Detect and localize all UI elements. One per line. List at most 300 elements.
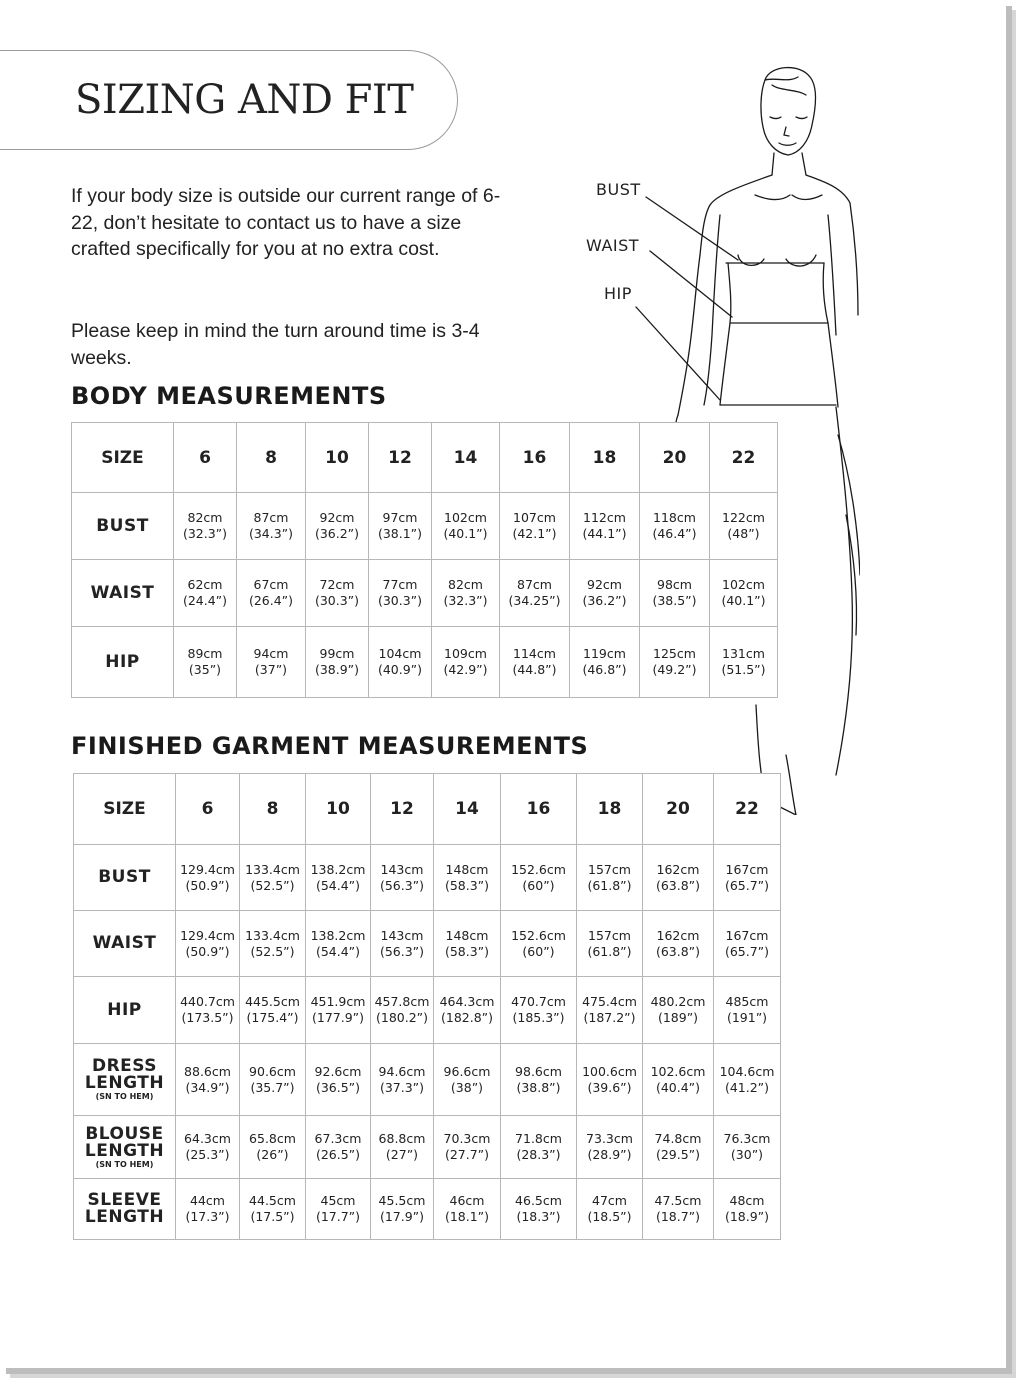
measurement-cell — [643, 911, 714, 977]
size-column-header: 12 — [371, 774, 434, 845]
measurement-cm: 76.3cm — [723, 1131, 771, 1146]
measurement-inches: (29.5”) — [655, 1147, 701, 1162]
measurement-inches: (18.9”) — [724, 1209, 770, 1224]
measurement-inches: (38.8”) — [516, 1079, 561, 1095]
measurement-inches: (34.3”) — [248, 526, 294, 541]
measurement-inches: (39.6”) — [587, 1079, 632, 1095]
measurement-cm: 92cm — [319, 510, 355, 525]
size-column-header: 10 — [306, 774, 371, 845]
measurement-inches: (30.3”) — [314, 593, 360, 608]
row-label-text: BUST — [96, 515, 149, 536]
measurement-inches: (54.4”) — [315, 877, 361, 893]
body-measurements-table — [71, 422, 778, 698]
measurement-cell — [434, 977, 501, 1044]
measurement-inches: (36.2”) — [582, 593, 627, 608]
measurement-cm: 102cm — [444, 510, 487, 525]
measurement-cm: 129.4cm — [180, 927, 235, 943]
size-header-row — [74, 774, 781, 845]
measurement-cell — [371, 1116, 434, 1179]
measurement-row — [72, 627, 778, 698]
measurement-cm: 143cm — [380, 861, 424, 877]
measurement-inches: (65.7”) — [724, 877, 770, 893]
figure-label-bust: BUST — [596, 180, 641, 199]
measurement-cell — [710, 627, 778, 698]
measurement-cm: 157cm — [588, 927, 631, 943]
measurement-cell — [176, 1179, 240, 1240]
measurement-row — [74, 845, 781, 911]
measurement-cell — [577, 1179, 643, 1240]
measurement-cm: 73.3cm — [586, 1131, 633, 1146]
measurement-cm: 87cm — [253, 510, 289, 525]
row-label — [74, 845, 176, 911]
measurement-cell — [710, 560, 778, 627]
figure-label-waist: WAIST — [586, 236, 640, 255]
size-column-header: 16 — [501, 774, 577, 845]
measurement-inches: (46.4”) — [652, 526, 697, 541]
measurement-cell — [176, 1044, 240, 1116]
measurement-cell — [176, 845, 240, 911]
measurement-inches: (30.3”) — [377, 593, 423, 608]
measurement-cell — [714, 977, 781, 1044]
measurement-cm: 68.8cm — [378, 1131, 426, 1146]
measurement-cell — [240, 911, 306, 977]
measurement-inches: (180.2”) — [375, 1010, 428, 1025]
measurement-cm: 77cm — [382, 577, 418, 592]
intro-paragraph-turnaround: Please keep in mind the turn around time is 3-4 weeks. — [71, 320, 480, 369]
measurement-cell — [640, 627, 710, 698]
measurement-cm: 82cm — [448, 577, 483, 592]
measurement-inches: (61.8”) — [587, 943, 632, 959]
page-title: SIZING AND FIT — [75, 77, 414, 123]
measurement-cm: 96.6cm — [443, 1063, 491, 1079]
measurement-cell — [501, 845, 577, 911]
measurement-cell — [710, 493, 778, 560]
size-label: SIZE — [74, 774, 176, 845]
row-label-text: WAIST — [92, 933, 157, 953]
measurement-inches: (60”) — [522, 877, 555, 893]
measurement-inches: (17.9”) — [379, 1209, 425, 1224]
body-measurements-title: BODY MEASUREMENTS — [71, 382, 387, 410]
measurement-cm: 138.2cm — [310, 927, 366, 943]
measurement-cm: 107cm — [513, 510, 556, 525]
measurement-cm: 64.3cm — [184, 1131, 231, 1146]
measurement-inches: (27”) — [385, 1147, 419, 1162]
measurement-cell — [371, 1044, 434, 1116]
measurement-cm: 114cm — [513, 646, 556, 661]
measurement-inches: (25.3”) — [185, 1147, 230, 1162]
measurement-cm: 133.4cm — [245, 861, 300, 877]
measurement-cell — [640, 493, 710, 560]
measurement-cm: 94.6cm — [378, 1063, 426, 1079]
measurement-cm: 112cm — [583, 510, 626, 525]
measurement-cell — [432, 493, 500, 560]
measurement-inches: (173.5”) — [181, 1010, 234, 1025]
measurement-cell — [240, 1179, 306, 1240]
measurement-row — [74, 1044, 781, 1116]
measurement-cell — [176, 911, 240, 977]
measurement-cm: 87cm — [517, 577, 552, 592]
measurement-inches: (50.9”) — [185, 943, 230, 959]
measurement-cell — [371, 845, 434, 911]
measurement-cell — [643, 1116, 714, 1179]
measurement-inches: (38.9”) — [314, 662, 360, 677]
measurement-inches: (52.5”) — [250, 943, 295, 959]
measurement-cm: 109cm — [444, 646, 487, 661]
row-label — [74, 911, 176, 977]
measurement-cell — [714, 1116, 781, 1179]
measurement-cm: 98.6cm — [515, 1063, 562, 1079]
measurement-inches: (40.4”) — [655, 1079, 701, 1095]
measurement-cell — [306, 1116, 371, 1179]
measurement-cm: 148cm — [445, 927, 489, 943]
measurement-cell — [500, 560, 570, 627]
size-column-header: 10 — [306, 423, 369, 493]
row-label-note: (SN TO HEM) — [95, 1159, 154, 1169]
measurement-cell — [501, 1116, 577, 1179]
size-column-header: 8 — [237, 423, 306, 493]
measurement-inches: (28.9”) — [587, 1147, 632, 1162]
measurement-cm: 485cm — [725, 994, 769, 1009]
measurement-cm: 44.5cm — [249, 1193, 296, 1208]
measurement-inches: (26.4”) — [248, 593, 294, 608]
measurement-inches: (54.4”) — [315, 943, 361, 959]
measurement-cell — [237, 493, 306, 560]
measurement-cm: 133.4cm — [245, 927, 300, 943]
measurement-cm: 100.6cm — [582, 1063, 637, 1079]
measurement-inches: (56.3”) — [379, 943, 425, 959]
measurement-row — [72, 493, 778, 560]
measurement-cm: 148cm — [445, 861, 489, 877]
measurement-inches: (42.9”) — [443, 662, 488, 677]
measurement-cell — [237, 627, 306, 698]
measurement-cm: 119cm — [583, 646, 626, 661]
measurement-cell — [237, 560, 306, 627]
measurement-row — [74, 911, 781, 977]
measurement-cell — [306, 493, 369, 560]
measurement-cm: 74.8cm — [654, 1131, 702, 1146]
measurement-inches: (38.5”) — [652, 593, 697, 608]
intro-paragraph-range: If your body size is outside our current range of 6-22, don’t hesitate to contact us to have a size crafted specifically for you at no extra cost. — [71, 185, 501, 260]
measurement-cell — [240, 977, 306, 1044]
measurement-cell — [306, 1179, 371, 1240]
measurement-inches: (58.3”) — [444, 943, 490, 959]
measurement-cm: 157cm — [588, 861, 631, 877]
measurement-cm: 70.3cm — [443, 1131, 491, 1146]
measurement-cm: 88.6cm — [184, 1063, 231, 1079]
measurement-cm: 102.6cm — [650, 1063, 706, 1079]
row-label — [72, 560, 174, 627]
measurement-cm: 162cm — [656, 861, 700, 877]
measurement-inches: (26.5”) — [315, 1147, 361, 1162]
measurement-cell — [640, 560, 710, 627]
size-column-header: 22 — [714, 774, 781, 845]
measurement-cell — [306, 560, 369, 627]
measurement-cell — [434, 911, 501, 977]
size-column-header: 8 — [240, 774, 306, 845]
measurement-cell — [176, 977, 240, 1044]
size-label: SIZE — [72, 423, 174, 493]
measurement-cm: 167cm — [725, 861, 769, 877]
measurement-cm: 102cm — [722, 577, 765, 592]
measurement-cell — [371, 1179, 434, 1240]
measurement-inches: (36.5”) — [315, 1079, 361, 1095]
measurement-cell — [643, 1179, 714, 1240]
measurement-inches: (38”) — [450, 1079, 484, 1095]
measurement-cell — [577, 845, 643, 911]
measurement-cell — [306, 1044, 371, 1116]
measurement-cm: 62cm — [187, 577, 223, 592]
measurement-inches: (24.4”) — [182, 593, 228, 608]
measurement-row — [74, 977, 781, 1044]
measurement-inches: (175.4”) — [246, 1010, 299, 1025]
measurement-inches: (42.1”) — [512, 526, 557, 541]
measurement-cell — [501, 977, 577, 1044]
size-column-header: 20 — [643, 774, 714, 845]
measurement-cell — [577, 977, 643, 1044]
measurement-inches: (185.3”) — [512, 1010, 565, 1025]
measurement-cm: 82cm — [187, 510, 223, 525]
row-label — [74, 977, 176, 1044]
measurement-cm: 152.6cm — [511, 861, 566, 877]
measurement-inches: (18.3”) — [516, 1209, 561, 1224]
size-column-header: 16 — [500, 423, 570, 493]
measurement-cell — [501, 1044, 577, 1116]
measurement-inches: (17.3”) — [185, 1209, 230, 1224]
measurement-cell — [176, 1116, 240, 1179]
size-column-header: 18 — [577, 774, 643, 845]
measurement-inches: (40.9”) — [377, 662, 423, 677]
measurement-cell — [369, 560, 432, 627]
size-column-header: 14 — [432, 423, 500, 493]
measurement-cell — [577, 911, 643, 977]
measurement-cm: 131cm — [722, 646, 765, 661]
measurement-cm: 152.6cm — [511, 927, 566, 943]
measurement-cm: 67cm — [253, 577, 289, 592]
figure-label-hip: HIP — [604, 284, 632, 303]
measurement-inches: (32.3”) — [443, 593, 488, 608]
measurement-cell — [501, 1179, 577, 1240]
measurement-inches: (30”) — [730, 1147, 764, 1162]
row-label — [74, 1179, 176, 1240]
measurement-cm: 464.3cm — [439, 994, 495, 1009]
measurement-cm: 125cm — [653, 646, 696, 661]
measurement-cell — [577, 1044, 643, 1116]
measurement-cell — [306, 911, 371, 977]
measurement-inches: (44.1”) — [582, 526, 627, 541]
measurement-cm: 92.6cm — [314, 1063, 362, 1079]
measurement-cm: 138.2cm — [310, 861, 366, 877]
row-label-note: (SN TO HEM) — [95, 1092, 154, 1101]
measurement-inches: (36.2”) — [314, 526, 360, 541]
measurement-cell — [714, 845, 781, 911]
measurement-cell — [174, 627, 237, 698]
measurement-cell — [714, 1044, 781, 1116]
measurement-cm: 162cm — [656, 927, 700, 943]
row-label-text: WAIST — [90, 582, 155, 603]
measurement-cell — [369, 627, 432, 698]
measurement-cm: 167cm — [725, 927, 769, 943]
measurement-cell — [434, 1044, 501, 1116]
measurement-inches: (26”) — [256, 1147, 289, 1162]
row-label-text: BUST — [98, 867, 151, 887]
measurement-cm: 480.2cm — [650, 994, 706, 1009]
measurement-cm: 46cm — [449, 1193, 485, 1208]
measurement-inches: (27.7”) — [444, 1147, 490, 1162]
row-label-text: HIP — [107, 999, 142, 1020]
measurement-cell — [570, 493, 640, 560]
measurement-inches: (17.5”) — [250, 1209, 295, 1224]
measurement-cell — [434, 845, 501, 911]
measurement-cell — [306, 845, 371, 911]
measurement-inches: (35”) — [188, 662, 222, 677]
measurement-row — [72, 560, 778, 627]
measurement-inches: (40.1”) — [443, 526, 488, 541]
measurement-inches: (61.8”) — [587, 877, 632, 893]
measurement-cm: 143cm — [380, 927, 424, 943]
measurement-inches: (18.1”) — [444, 1209, 490, 1224]
row-label-text: BLOUSE LENGTH — [84, 1123, 165, 1161]
measurement-inches: (189”) — [657, 1010, 699, 1025]
measurement-cell — [500, 627, 570, 698]
measurement-inches: (40.1”) — [721, 593, 766, 608]
measurement-inches: (63.8”) — [655, 943, 701, 959]
measurement-inches: (35.7”) — [250, 1079, 295, 1095]
measurement-cell — [174, 493, 237, 560]
size-column-header: 20 — [640, 423, 710, 493]
measurement-cell — [240, 1116, 306, 1179]
measurement-cm: 99cm — [319, 646, 355, 661]
measurement-inches: (65.7”) — [724, 943, 770, 959]
measurement-inches: (37.3”) — [379, 1079, 425, 1095]
measurement-cm: 44cm — [190, 1193, 225, 1208]
measurement-inches: (18.5”) — [587, 1209, 632, 1224]
measurement-cm: 118cm — [653, 510, 696, 525]
size-column-header: 18 — [570, 423, 640, 493]
measurement-cm: 97cm — [382, 510, 418, 525]
measurement-cell — [432, 627, 500, 698]
measurement-inches: (28.3”) — [516, 1147, 561, 1162]
row-label — [74, 1044, 176, 1116]
measurement-cell — [369, 493, 432, 560]
measurement-cm: 104cm — [378, 646, 422, 661]
measurement-cm: 94cm — [253, 646, 289, 661]
measurement-inches: (32.3”) — [182, 526, 228, 541]
measurement-cm: 71.8cm — [515, 1131, 562, 1146]
measurement-inches: (37”) — [254, 662, 288, 677]
measurement-inches: (177.9”) — [311, 1010, 364, 1025]
measurement-cell — [500, 493, 570, 560]
measurement-inches: (60”) — [522, 943, 555, 959]
measurement-cm: 440.7cm — [180, 994, 235, 1009]
measurement-cm: 90.6cm — [249, 1063, 296, 1079]
measurement-inches: (38.1”) — [377, 526, 423, 541]
measurement-cell — [643, 845, 714, 911]
measurement-inches: (48”) — [727, 526, 760, 541]
measurement-inches: (18.7”) — [655, 1209, 701, 1224]
measurement-cell — [577, 1116, 643, 1179]
measurement-cell — [570, 627, 640, 698]
row-label-text: SLEEVE LENGTH — [84, 1190, 165, 1227]
measurement-row — [74, 1116, 781, 1179]
row-label — [72, 493, 174, 560]
measurement-inches: (34.25”) — [508, 593, 561, 608]
measurement-cell — [570, 560, 640, 627]
measurement-cell — [501, 911, 577, 977]
measurement-inches: (50.9”) — [185, 877, 230, 893]
measurement-inches: (44.8”) — [512, 662, 557, 677]
measurement-cm: 470.7cm — [511, 994, 566, 1009]
measurement-cm: 65.8cm — [249, 1131, 296, 1146]
measurement-inches: (56.3”) — [379, 877, 425, 893]
measurement-inches: (182.8”) — [440, 1010, 493, 1025]
size-column-header: 12 — [369, 423, 432, 493]
measurement-row — [74, 1179, 781, 1240]
measurement-cm: 48cm — [729, 1193, 765, 1208]
measurement-cm: 445.5cm — [245, 994, 300, 1009]
measurement-cm: 104.6cm — [719, 1063, 775, 1079]
row-label-text: DRESS LENGTH — [84, 1056, 165, 1093]
measurement-cm: 72cm — [319, 577, 355, 592]
measurement-cell — [434, 1116, 501, 1179]
measurement-cm: 45.5cm — [378, 1193, 426, 1208]
measurement-inches: (41.2”) — [724, 1079, 770, 1095]
measurement-cm: 46.5cm — [515, 1193, 562, 1208]
measurement-inches: (191”) — [726, 1010, 768, 1025]
measurement-cell — [434, 1179, 501, 1240]
measurement-cm: 92cm — [587, 577, 622, 592]
measurement-inches: (52.5”) — [250, 877, 295, 893]
measurement-cm: 475.4cm — [582, 994, 637, 1009]
measurement-inches: (187.2”) — [583, 1010, 636, 1025]
row-label — [72, 627, 174, 698]
measurement-cm: 67.3cm — [314, 1131, 362, 1146]
size-header-row — [72, 423, 778, 493]
measurement-cm: 451.9cm — [310, 994, 366, 1009]
measurement-cell — [174, 560, 237, 627]
size-column-header: 22 — [710, 423, 778, 493]
measurement-cell — [643, 1044, 714, 1116]
measurement-cell — [306, 627, 369, 698]
measurement-inches: (49.2”) — [652, 662, 697, 677]
measurement-cell — [371, 911, 434, 977]
measurement-cm: 89cm — [187, 646, 223, 661]
measurement-cell — [714, 911, 781, 977]
garment-measurements-title: FINISHED GARMENT MEASUREMENTS — [71, 732, 589, 760]
measurement-inches: (51.5”) — [721, 662, 766, 677]
measurement-cell — [240, 845, 306, 911]
garment-measurements-table — [73, 773, 781, 1240]
size-column-header: 6 — [174, 423, 237, 493]
measurement-cm: 457.8cm — [374, 994, 430, 1009]
measurement-cell — [643, 977, 714, 1044]
measurement-cm: 129.4cm — [180, 861, 235, 877]
measurement-inches: (17.7”) — [315, 1209, 361, 1224]
measurement-cm: 47cm — [592, 1193, 627, 1208]
measurement-cell — [432, 560, 500, 627]
size-column-header: 14 — [434, 774, 501, 845]
row-label — [74, 1116, 176, 1179]
measurement-inches: (34.9”) — [185, 1079, 230, 1095]
measurement-cell — [714, 1179, 781, 1240]
measurement-cm: 122cm — [722, 510, 765, 525]
row-label-text: HIP — [105, 651, 140, 672]
measurement-cm: 98cm — [657, 577, 692, 592]
measurement-cell — [240, 1044, 306, 1116]
measurement-inches: (63.8”) — [655, 877, 701, 893]
size-column-header: 6 — [176, 774, 240, 845]
measurement-cell — [306, 977, 371, 1044]
measurement-cm: 45cm — [320, 1193, 356, 1208]
